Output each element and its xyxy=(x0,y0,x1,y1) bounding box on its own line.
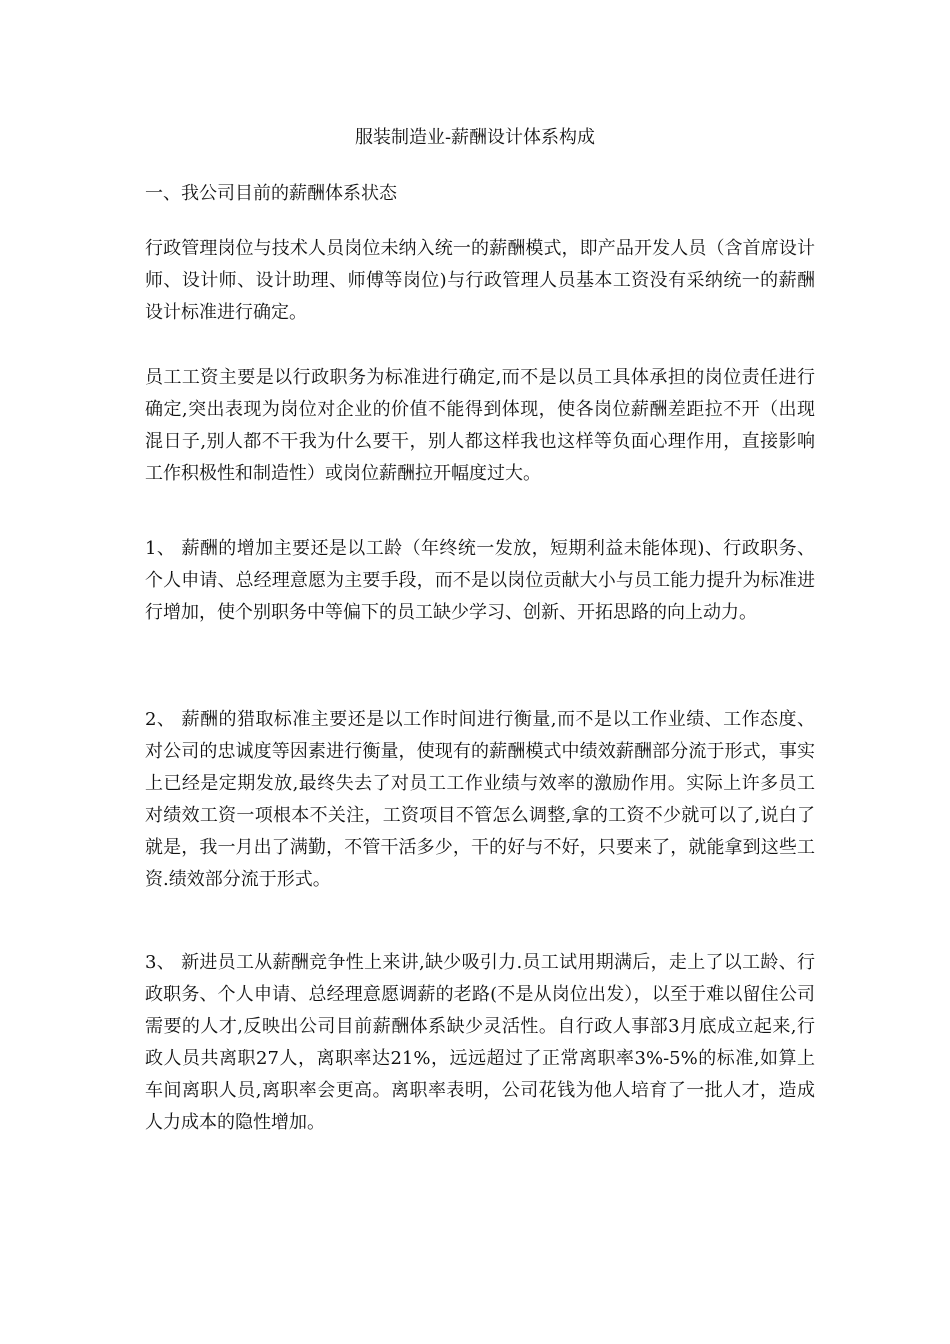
paragraph-2: 员工工资主要是以行政职务为标准进行确定,而不是以员工具体承担的岗位责任进行确定,突出表现为岗位对企业的价值不能得到体现，使各岗位薪酬差距拉不开（出现混日子,别人都不干我为什么要干，别人都这样我也这样等负面心理作用，直接影响工作积极性和制造性）或岗位薪酬拉开幅度过大。 xyxy=(145,367,815,484)
paragraph-3: 1、 薪酬的增加主要还是以工龄（年终统一发放，短期利益未能体现)、行政职务、个人申请、总经理意愿为主要手段，而不是以岗位贡献大小与员工能力提升为标准进行增加，使个别职务中等偏下的员工缺少学习、创新、开拓思路的向上动力。 xyxy=(145,538,815,623)
section-heading: 一、我公司目前的薪酬体系状态 xyxy=(145,183,397,204)
paragraph-5: 3、 新进员工从薪酬竞争性上来讲,缺少吸引力.员工试用期满后，走上了以工龄、行政职务、个人申请、总经理意愿调薪的老路(不是从岗位出发），以至于难以留住公司需要的人才,反映出公司目前薪酬体系缺少灵活性。自行政人事部3月底成立起来,行政人员共离职27人，离职率达21%，远远超过了正常离职率3%-5%的标准,如算上车间离职人员,离职率会更高。离职率表明，公司花钱为他人培育了一批人才，造成人力成本的隐性增加。 xyxy=(145,952,815,1133)
document-title: 服装制造业-薪酬设计体系构成 xyxy=(354,127,596,148)
paragraph-4: 2、 薪酬的猎取标准主要还是以工作时间进行衡量,而不是以工作业绩、工作态度、对公司的忠诚度等因素进行衡量，使现有的薪酬模式中绩效薪酬部分流于形式，事实上已经是定期发放,最终失去了对员工工作业绩与效率的激励作用。实际上许多员工对绩效工资一项根本不关注，工资项目不管怎么调整,拿的工资不少就可以了,说白了就是，我一月出了满勤，不管干活多少，干的好与不好，只要来了，就能拿到这些工资.绩效部分流于形式。 xyxy=(145,709,815,890)
paragraph-1: 行政管理岗位与技术人员岗位未纳入统一的薪酬模式，即产品开发人员（含首席设计师、设计师、设计助理、师傅等岗位)与行政管理人员基本工资没有采纳统一的薪酬设计标准进行确定。 xyxy=(145,238,815,323)
